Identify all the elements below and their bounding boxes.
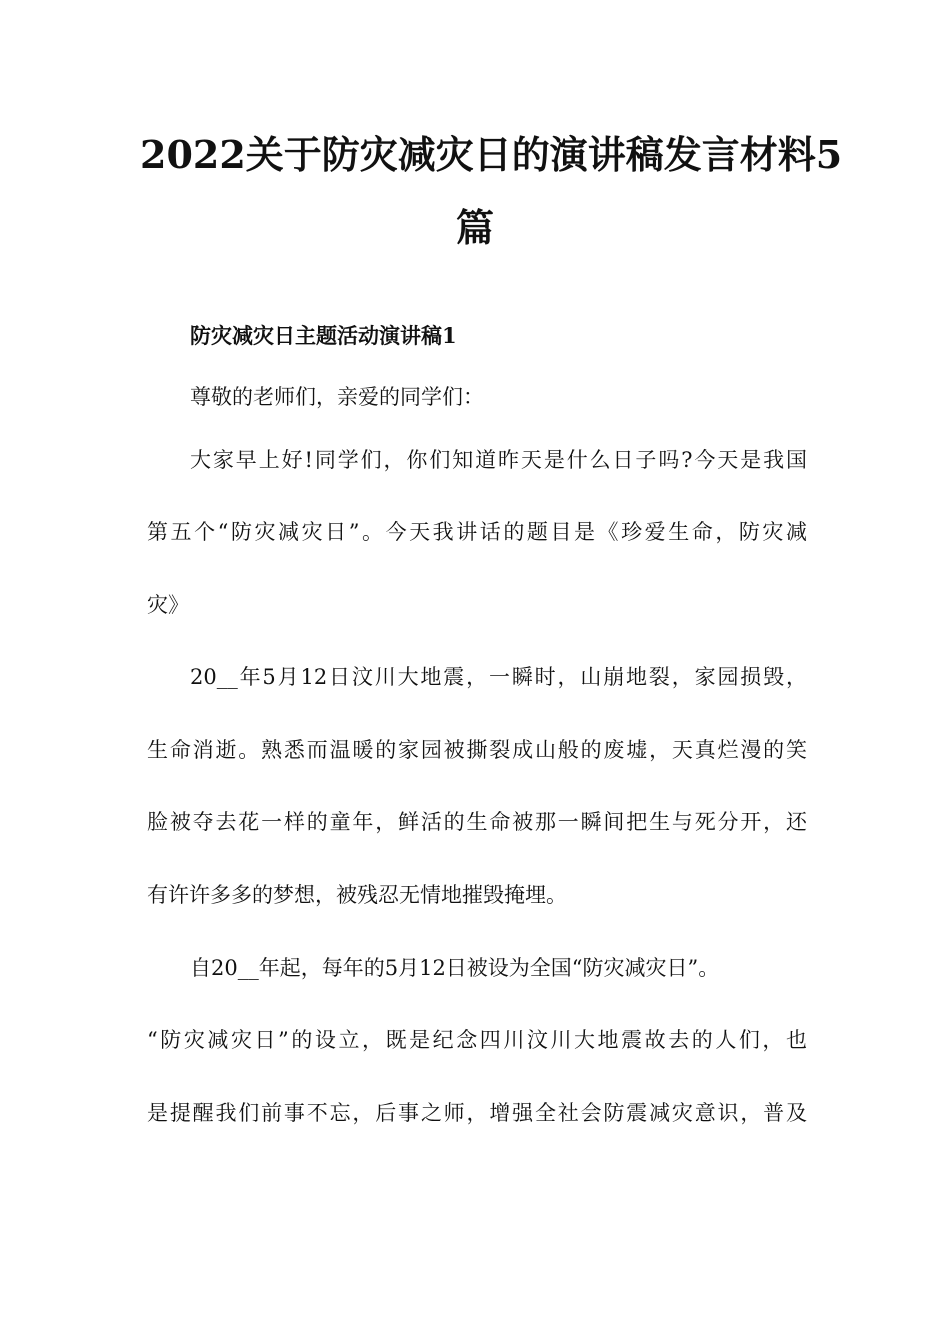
document-title-line-1: 2022关于防灾减灾日的演讲稿发言材料5 — [140, 132, 843, 177]
paragraph-line: 尊敬的老师们，亲爱的同学们： — [190, 385, 484, 409]
paragraph-line: “防灾减灾日”的设立，既是纪念四川汶川大地震故去的人们，也 — [147, 1028, 807, 1052]
section-subheading: 防灾减灾日主题活动演讲稿1 — [190, 323, 457, 348]
paragraph-line: 灾》 — [147, 593, 189, 617]
paragraph-line: 有许许多多的梦想，被残忍无情地摧毁掩埋。 — [147, 883, 567, 907]
paragraph-line: 第五个“防灾减灾日”。今天我讲话的题目是《珍爱生命，防灾减 — [147, 520, 807, 544]
paragraph-line: 大家早上好!同学们，你们知道昨天是什么日子吗?今天是我国 — [190, 448, 807, 472]
paragraph-line: 20__年5月12日汶川大地震，一瞬时，山崩地裂，家园损毁， — [190, 665, 807, 689]
paragraph-line: 是提醒我们前事不忘，后事之师，增强全社会防震减灾意识，普及 — [147, 1101, 807, 1125]
paragraph-line: 生命消逝。熟悉而温暖的家园被撕裂成山般的废墟，天真烂漫的笑 — [147, 738, 807, 762]
document-title-line-2: 篇 — [455, 205, 494, 250]
paragraph-line: 脸被夺去花一样的童年，鲜活的生命被那一瞬间把生与死分开，还 — [147, 810, 807, 834]
paragraph-line: 自20__年起，每年的5月12日被设为全国“防灾减灾日”。 — [190, 956, 720, 980]
